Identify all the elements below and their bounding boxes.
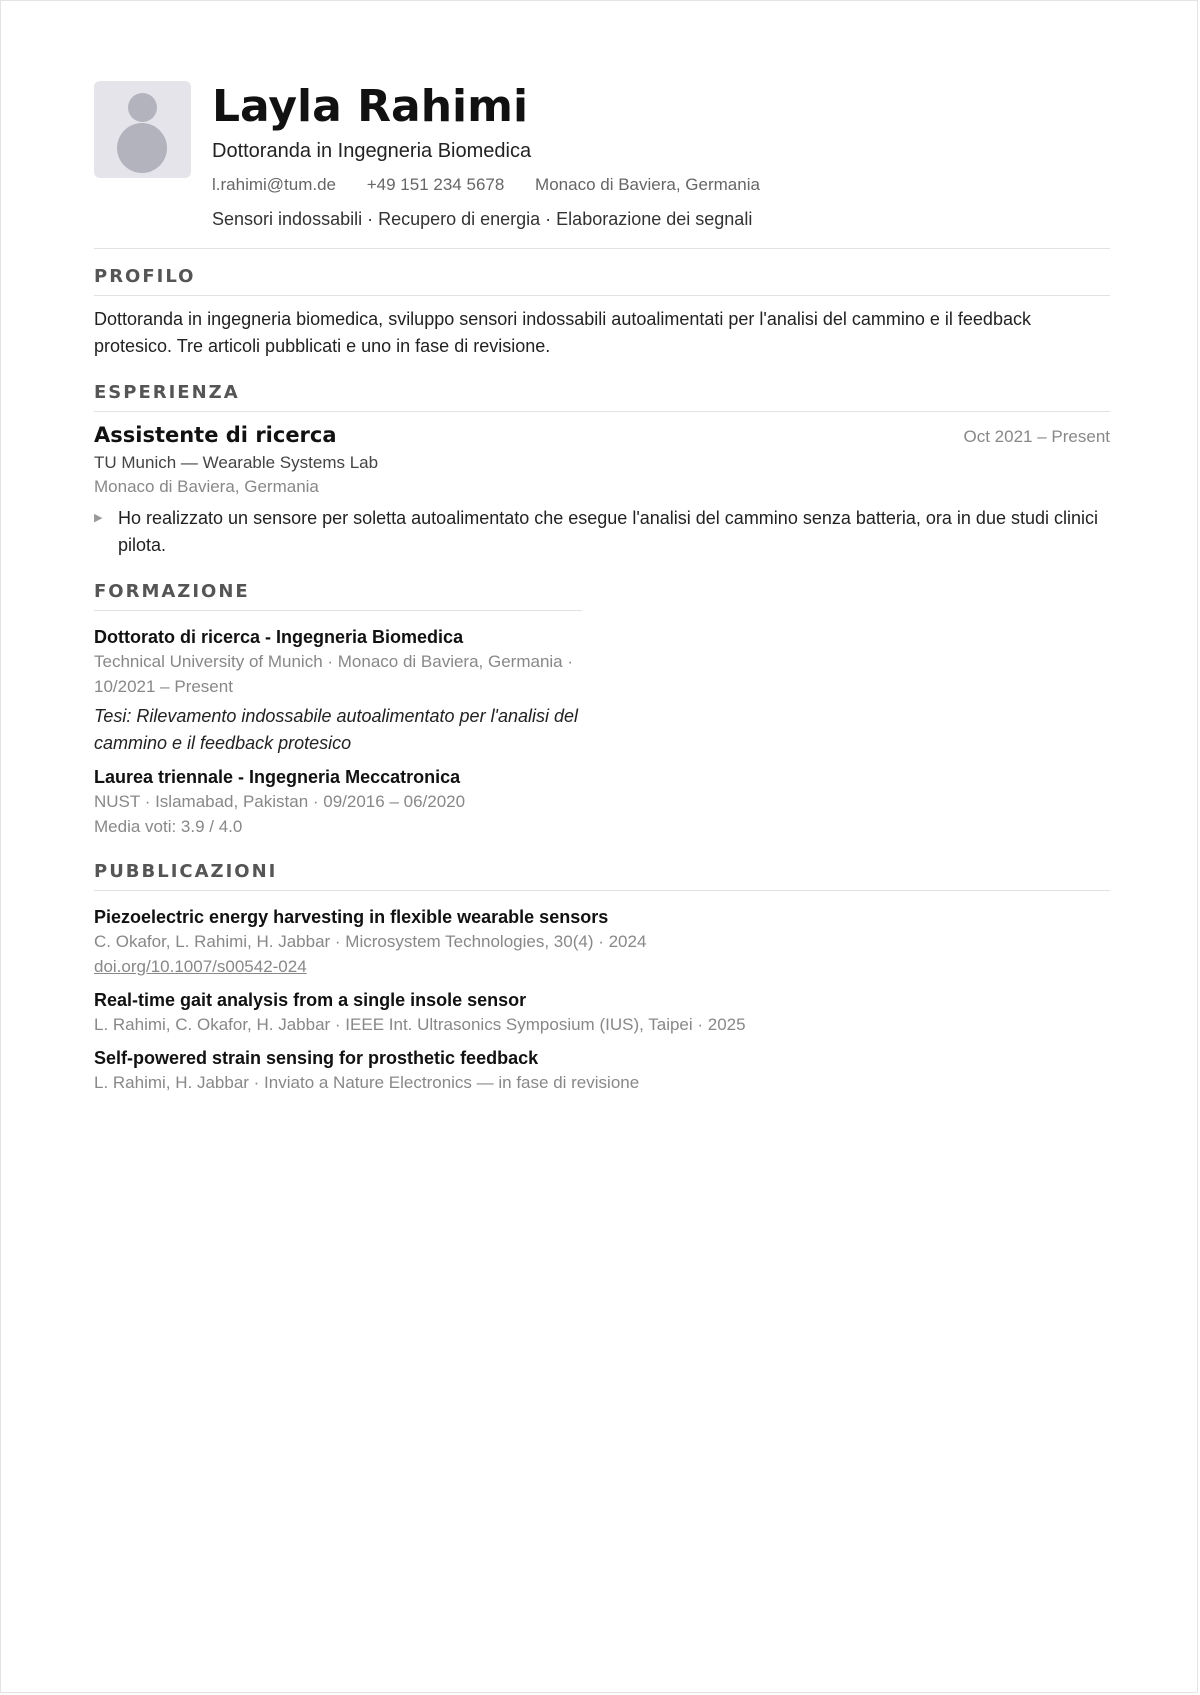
contact-email[interactable]: l.rahimi@tum.de — [212, 175, 337, 194]
publication-title: Self-powered strain sensing for prosthetic feedback — [94, 1048, 539, 1068]
education-gpa: Media voti: 3.9 / 4.0 — [94, 817, 243, 836]
education-degree: Laurea triennale - Ingegneria Meccatronica — [94, 767, 461, 787]
publication-item — [94, 905, 1110, 979]
job-role: Assistente di ricerca — [94, 423, 337, 447]
publication-title: Piezoelectric energy harvesting in flexible wearable sensors — [94, 907, 609, 927]
job-bullet-text: Ho realizzato un sensore per soletta autoalimentato che esegue l'analisi del cammino senza batteria, ora in due studi clinici pilota. — [118, 508, 1098, 555]
resume-header — [94, 81, 1110, 231]
experience-heading: ESPERIENZA — [94, 382, 1110, 412]
job-entry — [94, 423, 1110, 559]
job-bullet — [94, 505, 1110, 559]
contact-phone[interactable]: +49 151 234 5678 — [366, 175, 505, 194]
education-thesis: Tesi: Rilevamento indossabile autoalimentato per l'analisi del cammino e il feedback protesico — [94, 706, 579, 753]
education-entry — [94, 625, 582, 757]
bullet-triangle-icon: ▶ — [94, 512, 103, 524]
header-divider — [94, 248, 1110, 249]
publication-title: Real-time gait analysis from a single insole sensor — [94, 990, 527, 1010]
header-info — [212, 81, 786, 231]
publication-meta: L. Rahimi, H. Jabbar · Inviato a Nature Electronics — in fase di revisione — [94, 1073, 640, 1092]
job-location: Monaco di Baviera, Germania — [94, 477, 319, 496]
education-heading: FORMAZIONE — [94, 581, 582, 611]
education-degree: Dottorato di ricerca - Ingegneria Biomedica — [94, 627, 464, 647]
profile-text: Dottoranda in ingegneria biomedica, sviluppo sensori indossabili autoalimentati per l'analisi del cammino e il feedback protesico. Tre articoli pubblicati e uno in fase di revisione. — [94, 309, 1031, 356]
publications-section — [94, 861, 1110, 1095]
person-title: Dottoranda in Ingegneria Biomedica — [212, 140, 532, 162]
publication-doi-link[interactable]: doi.org/10.1007/s00542-024 — [94, 957, 307, 976]
job-header — [94, 423, 1110, 447]
profile-heading: PROFILO — [94, 266, 1110, 296]
job-organization: TU Munich — Wearable Systems Lab — [94, 453, 379, 472]
publications-heading: PUBBLICAZIONI — [94, 861, 1110, 891]
publication-item — [94, 988, 1110, 1037]
education-entry — [94, 765, 582, 839]
avatar — [94, 81, 191, 178]
resume-content — [94, 81, 1110, 1095]
avatar-head-shape — [128, 93, 157, 122]
profile-section — [94, 266, 1110, 360]
education-section — [94, 581, 582, 839]
contact-line — [212, 174, 786, 196]
experience-section — [94, 382, 1110, 559]
contact-location: Monaco di Baviera, Germania — [535, 175, 760, 194]
education-meta: NUST · Islamabad, Pakistan · 09/2016 – 06/2020 — [94, 792, 466, 811]
publication-meta: C. Okafor, L. Rahimi, H. Jabbar · Microsystem Technologies, 30(4) · 2024 — [94, 932, 647, 951]
person-name: Layla Rahimi — [212, 81, 529, 132]
publication-meta: L. Rahimi, C. Okafor, H. Jabbar · IEEE Int. Ultrasonics Symposium (IUS), Taipei · 2025 — [94, 1015, 746, 1034]
education-meta: Technical University of Munich · Monaco di Baviera, Germania · 10/2021 – Present — [94, 652, 574, 696]
publication-item — [94, 1046, 1110, 1095]
job-dates: Oct 2021 – Present — [963, 427, 1110, 446]
keywords-line: Sensori indossabili · Recupero di energia · Elaborazione dei segnali — [212, 209, 753, 229]
avatar-body-shape — [117, 123, 167, 173]
